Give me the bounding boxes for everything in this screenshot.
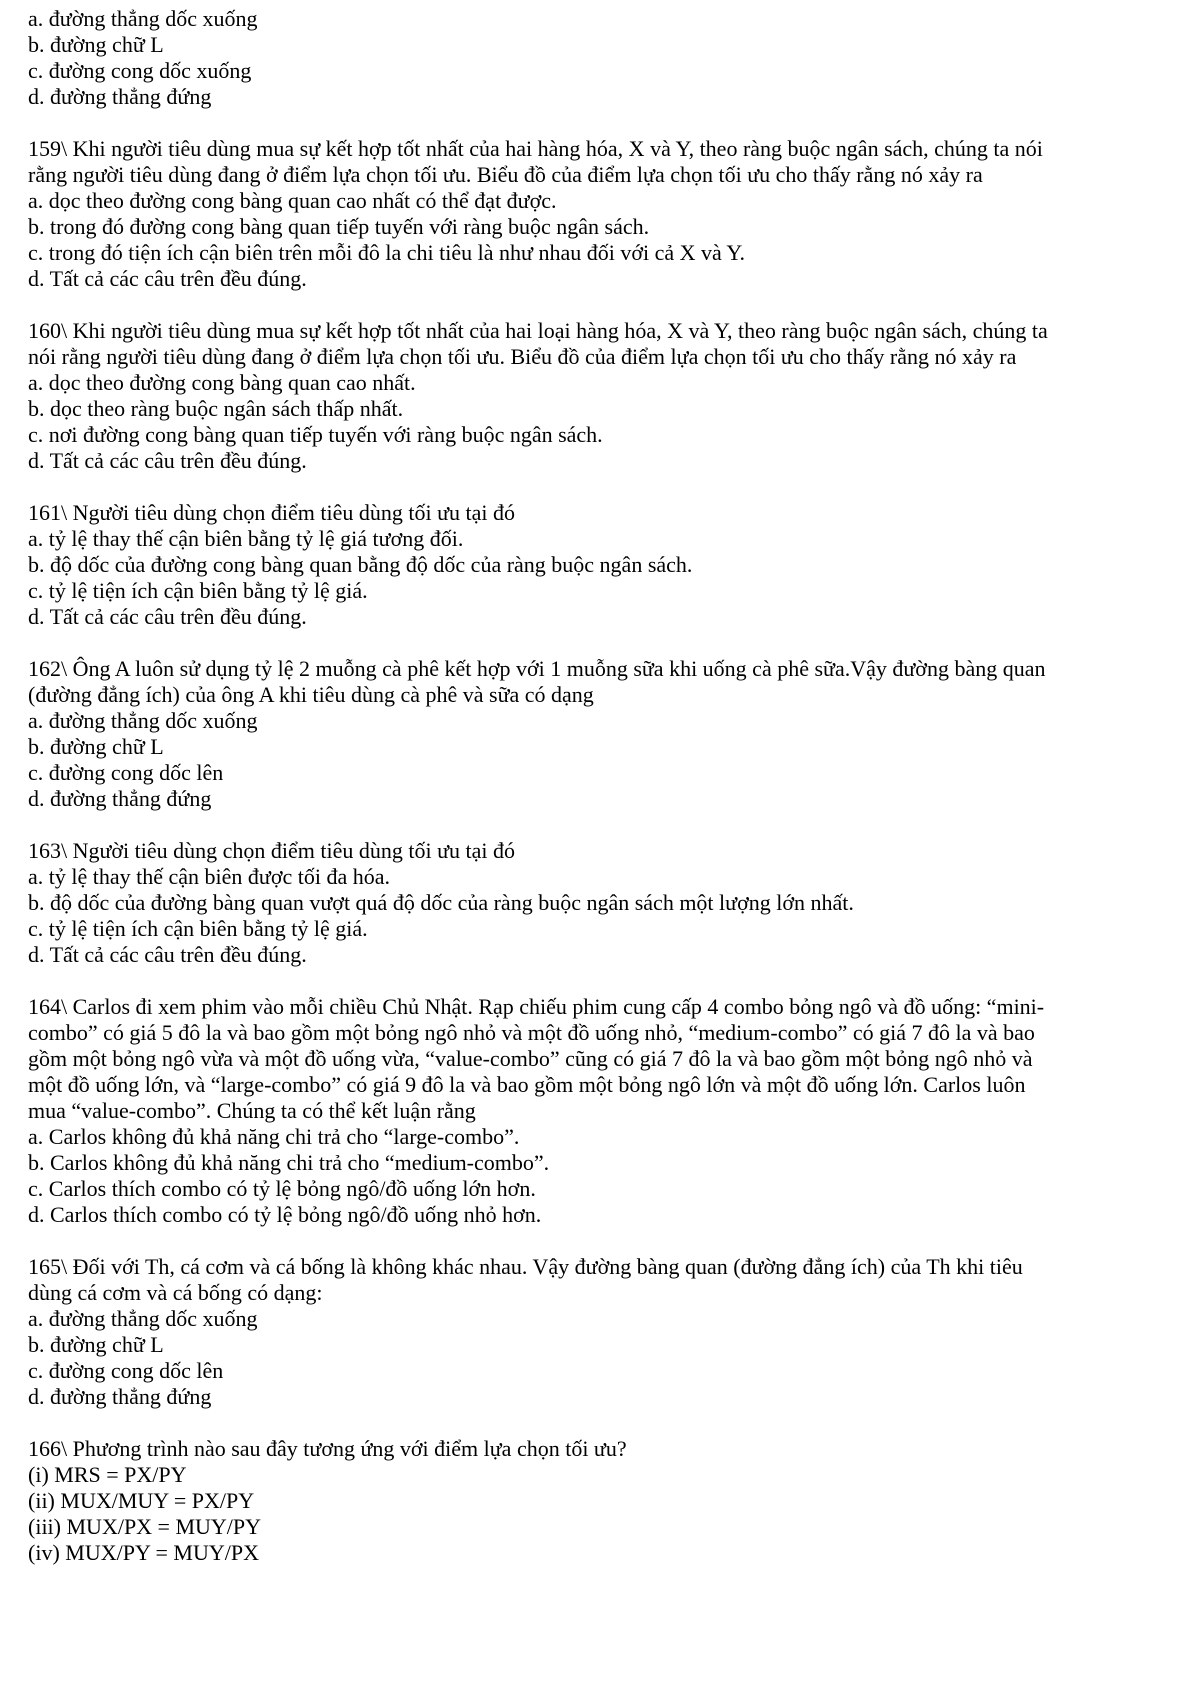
- paragraph-gap: [28, 292, 1170, 318]
- answer-option: c. nơi đường cong bàng quan tiếp tuyến với ràng buộc ngân sách.: [28, 422, 603, 447]
- answer-option: d. Tất cả các câu trên đều đúng.: [28, 604, 307, 629]
- answer-option: a. dọc theo đường cong bàng quan cao nhất có thể đạt được.: [28, 188, 557, 213]
- question-stem-line: 159\ Khi người tiêu dùng mua sự kết hợp tốt nhất của hai hàng hóa, X và Y, theo ràng buộc ngân sách, chúng ta nói: [28, 136, 1043, 161]
- question-block: [28, 500, 1170, 630]
- question-stem-line: nói rằng người tiêu dùng đang ở điểm lựa chọn tối ưu. Biểu đồ của điểm lựa chọn tối ưu cho thấy rằng nó xảy ra: [28, 344, 1017, 369]
- question-stem-line: rằng người tiêu dùng đang ở điểm lựa chọn tối ưu. Biểu đồ của điểm lựa chọn tối ưu cho thấy rằng nó xảy ra: [28, 162, 983, 187]
- answer-option: c. đường cong dốc xuống: [28, 58, 252, 83]
- answer-option: b. đường chữ L: [28, 734, 164, 759]
- answer-option: b. độ dốc của đường cong bàng quan bằng độ dốc của ràng buộc ngân sách.: [28, 552, 693, 577]
- answer-option: (i) MRS = PX/PY: [28, 1462, 187, 1487]
- answer-option: d. Tất cả các câu trên đều đúng.: [28, 448, 307, 473]
- answer-option: b. trong đó đường cong bàng quan tiếp tuyến với ràng buộc ngân sách.: [28, 214, 650, 239]
- answer-option: c. tỷ lệ tiện ích cận biên bằng tỷ lệ giá.: [28, 578, 368, 603]
- paragraph-gap: [28, 1410, 1170, 1436]
- answer-option: a. dọc theo đường cong bàng quan cao nhất.: [28, 370, 416, 395]
- answer-option: d. Carlos thích combo có tỷ lệ bỏng ngô/đồ uống nhỏ hơn.: [28, 1202, 542, 1227]
- question-options-continued: [28, 6, 1170, 110]
- paragraph-gap: [28, 630, 1170, 656]
- paragraph-gap: [28, 968, 1170, 994]
- answer-option: d. đường thẳng đứng: [28, 84, 212, 109]
- question-block: [28, 656, 1170, 812]
- answer-option: b. Carlos không đủ khả năng chi trả cho “medium-combo”.: [28, 1150, 550, 1175]
- answer-option: a. tỷ lệ thay thế cận biên được tối đa hóa.: [28, 864, 390, 889]
- answer-option: c. đường cong dốc lên: [28, 760, 224, 785]
- answer-option: (iv) MUX/PY = MUY/PX: [28, 1540, 259, 1565]
- answer-option: d. đường thẳng đứng: [28, 786, 212, 811]
- question-block: [28, 318, 1170, 474]
- question-block: [28, 838, 1170, 968]
- paragraph-gap: [28, 1228, 1170, 1254]
- answer-option: b. đường chữ L: [28, 32, 164, 57]
- question-stem-line: 163\ Người tiêu dùng chọn điểm tiêu dùng tối ưu tại đó: [28, 838, 516, 863]
- question-stem-line: 165\ Đối với Th, cá cơm và cá bống là không khác nhau. Vậy đường bàng quan (đường đẳng ích) của Th khi tiêu: [28, 1254, 1023, 1279]
- answer-option: d. Tất cả các câu trên đều đúng.: [28, 942, 307, 967]
- answer-option: a. đường thẳng dốc xuống: [28, 6, 258, 31]
- answer-option: a. đường thẳng dốc xuống: [28, 708, 258, 733]
- answer-option: c. trong đó tiện ích cận biên trên mỗi đô la chi tiêu là như nhau đối với cả X và Y.: [28, 240, 745, 265]
- question-stem-line: 162\ Ông A luôn sử dụng tỷ lệ 2 muỗng cà phê kết hợp với 1 muỗng sữa khi uống cà phê sữa.Vậy đường bàng quan: [28, 656, 1046, 681]
- answer-option: d. đường thẳng đứng: [28, 1384, 212, 1409]
- answer-option: (ii) MUX/MUY = PX/PY: [28, 1488, 255, 1513]
- document-page: [28, 6, 1170, 1566]
- answer-option: a. Carlos không đủ khả năng chi trả cho “large-combo”.: [28, 1124, 520, 1149]
- answer-option: (iii) MUX/PX = MUY/PY: [28, 1514, 262, 1539]
- answer-option: d. Tất cả các câu trên đều đúng.: [28, 266, 307, 291]
- question-stem-line: 161\ Người tiêu dùng chọn điểm tiêu dùng tối ưu tại đó: [28, 500, 516, 525]
- answer-option: b. độ dốc của đường bàng quan vượt quá độ dốc của ràng buộc ngân sách một lượng lớn nhất.: [28, 890, 854, 915]
- question-stem-line: mua “value-combo”. Chúng ta có thể kết luận rằng: [28, 1098, 476, 1123]
- question-stem-line: combo” có giá 5 đô la và bao gồm một bỏng ngô nhỏ và một đồ uống nhỏ, “medium-combo” có giá 7 đô la và bao: [28, 1020, 1035, 1045]
- question-block: [28, 1254, 1170, 1410]
- question-stem-line: 164\ Carlos đi xem phim vào mỗi chiều Chủ Nhật. Rạp chiếu phim cung cấp 4 combo bỏng ngô và đồ uống: “mini-: [28, 994, 1045, 1019]
- paragraph-gap: [28, 474, 1170, 500]
- answer-option: c. Carlos thích combo có tỷ lệ bỏng ngô/đồ uống lớn hơn.: [28, 1176, 536, 1201]
- question-block: [28, 136, 1170, 292]
- question-stem-line: dùng cá cơm và cá bống có dạng:: [28, 1280, 323, 1305]
- answer-option: b. dọc theo ràng buộc ngân sách thấp nhất.: [28, 396, 404, 421]
- question-block: [28, 1436, 1170, 1566]
- paragraph-gap: [28, 812, 1170, 838]
- question-stem-line: gồm một bỏng ngô vừa và một đồ uống vừa, “value-combo” cũng có giá 7 đô la và bao gồm một bỏng ngô nhỏ và: [28, 1046, 1033, 1071]
- answer-option: c. tỷ lệ tiện ích cận biên bằng tỷ lệ giá.: [28, 916, 368, 941]
- answer-option: a. tỷ lệ thay thế cận biên bằng tỷ lệ giá tương đối.: [28, 526, 464, 551]
- question-stem-line: 160\ Khi người tiêu dùng mua sự kết hợp tốt nhất của hai loại hàng hóa, X và Y, theo ràng buộc ngân sách, chúng ta: [28, 318, 1048, 343]
- answer-option: c. đường cong dốc lên: [28, 1358, 224, 1383]
- answer-option: a. đường thẳng dốc xuống: [28, 1306, 258, 1331]
- question-stem-line: một đồ uống lớn, và “large-combo” có giá 9 đô la và bao gồm một bỏng ngô lớn và một đồ uống lớn. Carlos luôn: [28, 1072, 1026, 1097]
- answer-option: b. đường chữ L: [28, 1332, 164, 1357]
- question-stem-line: (đường đẳng ích) của ông A khi tiêu dùng cà phê và sữa có dạng: [28, 682, 594, 707]
- question-block: [28, 994, 1170, 1228]
- question-stem-line: 166\ Phương trình nào sau đây tương ứng với điểm lựa chọn tối ưu?: [28, 1436, 627, 1461]
- paragraph-gap: [28, 110, 1170, 136]
